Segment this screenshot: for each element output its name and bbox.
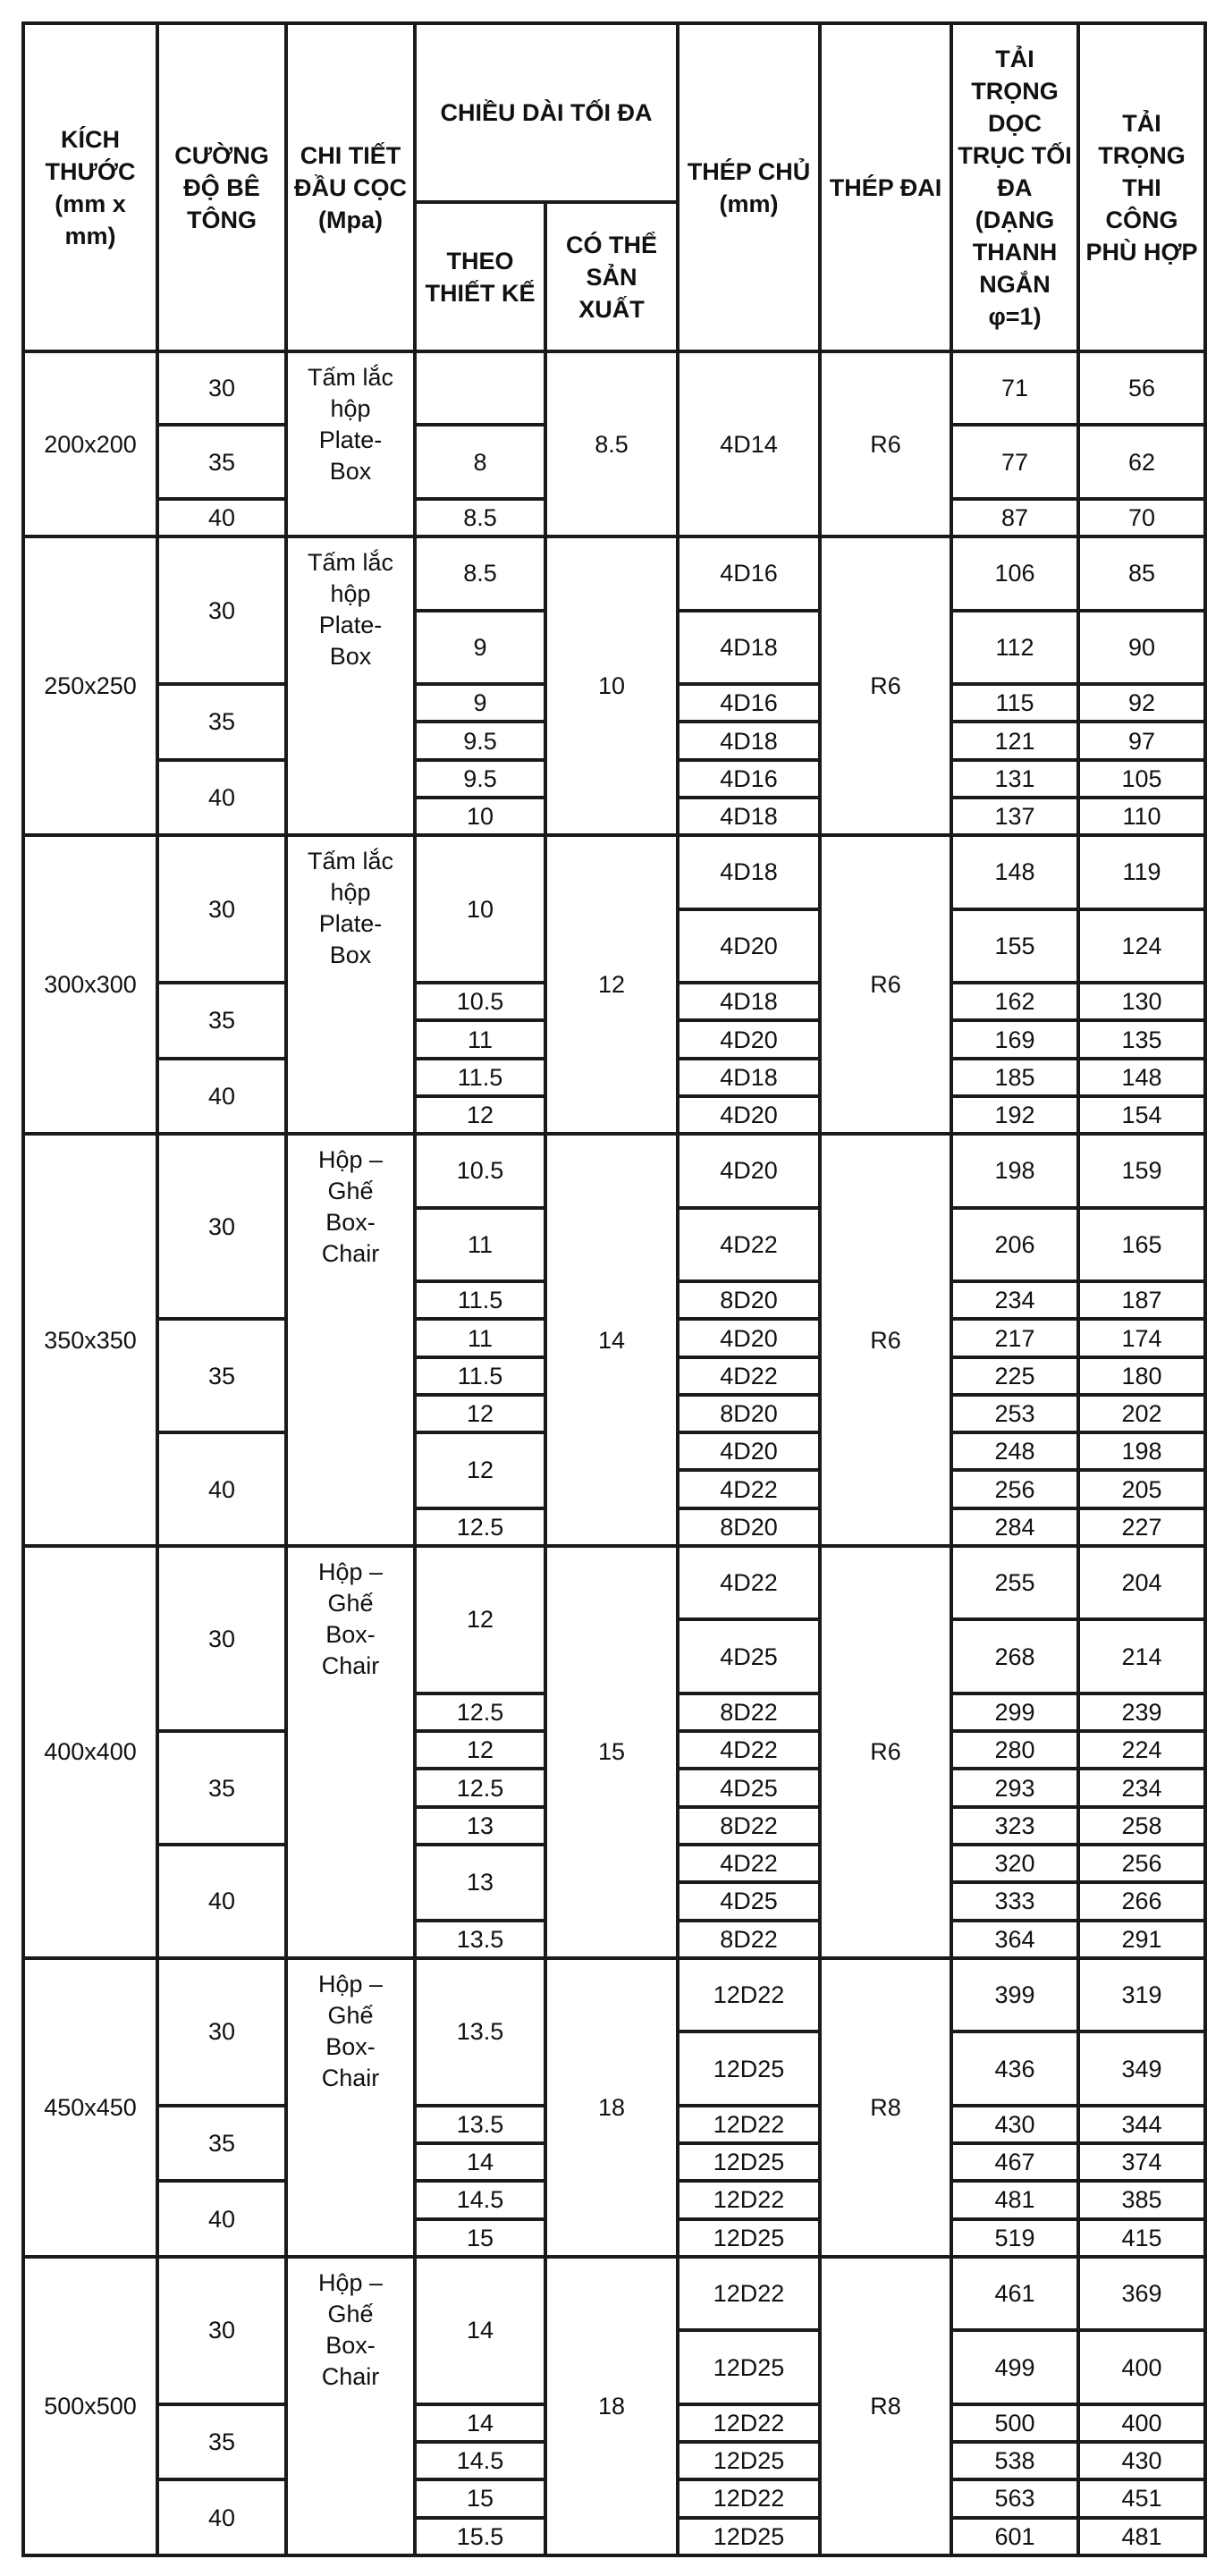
construction-load-cell: 85	[1078, 536, 1205, 610]
max-axial-load-cell: 148	[951, 835, 1078, 908]
max-axial-load-cell: 217	[951, 1319, 1078, 1356]
concrete-strength-cell: 30	[157, 351, 286, 425]
concrete-strength-header: CƯỜNG ĐỘ BÊ TÔNG	[157, 23, 286, 351]
construction-load-cell: 148	[1078, 1059, 1205, 1096]
design-length-cell: 10.5	[415, 983, 545, 1020]
max-axial-load-cell: 106	[951, 536, 1078, 610]
main-steel-cell: 12D22	[678, 2181, 820, 2218]
design-length-cell: 11.5	[415, 1281, 545, 1319]
construction-load-cell: 344	[1078, 2106, 1205, 2143]
design-length-cell: 14	[415, 2257, 545, 2404]
max-axial-load-cell: 192	[951, 1096, 1078, 1134]
construction-load-cell: 224	[1078, 1731, 1205, 1769]
max-axial-load-cell: 467	[951, 2143, 1078, 2181]
construction-load-cell: 70	[1078, 499, 1205, 536]
stirrup-steel-cell: R8	[820, 1958, 951, 2257]
max-axial-load-cell: 499	[951, 2330, 1078, 2403]
concrete-strength-cell: 35	[157, 983, 286, 1059]
main-steel-cell: 12D22	[678, 1958, 820, 2031]
stirrup-steel-cell: R6	[820, 835, 951, 1134]
max-axial-load-cell: 500	[951, 2404, 1078, 2442]
max-axial-load-cell: 284	[951, 1508, 1078, 1546]
main-steel-cell: 4D18	[678, 983, 820, 1020]
stirrup-steel-header: THÉP ĐAI	[820, 23, 951, 351]
max-axial-load-cell: 71	[951, 351, 1078, 425]
main-steel-cell: 4D20	[678, 1096, 820, 1134]
max-axial-load-cell: 131	[951, 760, 1078, 798]
design-length-cell: 9.5	[415, 722, 545, 759]
pile-head-detail-cell	[286, 835, 415, 1134]
pile-head-detail-line: Hộp –	[317, 2268, 384, 2296]
concrete-strength-cell: 35	[157, 425, 286, 498]
max-axial-load-cell: 255	[951, 1546, 1078, 1619]
construction-load-cell: 481	[1078, 2518, 1205, 2555]
construction-load-cell: 400	[1078, 2330, 1205, 2403]
design-length-cell: 12.5	[415, 1508, 545, 1546]
construction-load-cell: 92	[1078, 684, 1205, 722]
main-steel-cell: 4D20	[678, 909, 820, 983]
pile-head-detail-line: Plate-	[318, 612, 383, 639]
pile-head-detail-line: Ghế	[327, 1178, 374, 1205]
table-row	[23, 1134, 1205, 1207]
design-length-cell: 8.5	[415, 536, 545, 610]
concrete-strength-cell: 30	[157, 536, 286, 684]
max-axial-load-cell: 234	[951, 1281, 1078, 1319]
construction-load-cell: 110	[1078, 798, 1205, 835]
design-length-cell: 11.5	[415, 1059, 545, 1096]
pile-head-detail-line: Ghế	[327, 1590, 374, 1617]
main-steel-cell: 4D16	[678, 684, 820, 722]
max-axial-load-cell: 121	[951, 722, 1078, 759]
producible-length-cell: 8.5	[545, 351, 678, 536]
max-axial-load-cell: 601	[951, 2518, 1078, 2555]
max-axial-load-cell: 280	[951, 1731, 1078, 1769]
producible-length-cell: 12	[545, 835, 678, 1134]
max-axial-load-cell: 169	[951, 1020, 1078, 1058]
main-steel-cell: 4D16	[678, 536, 820, 610]
design-length-cell: 13.5	[415, 1958, 545, 2106]
producible-length-cell: 18	[545, 1958, 678, 2257]
pile-head-detail-line: Box-	[325, 2032, 376, 2060]
stirrup-steel-cell: R6	[820, 1134, 951, 1546]
table-row	[23, 536, 1205, 610]
main-steel-cell: 4D22	[678, 1470, 820, 1508]
main-steel-cell: 12D25	[678, 2031, 820, 2105]
design-length-cell: 13	[415, 1845, 545, 1921]
construction-load-cell: 174	[1078, 1319, 1205, 1356]
max-axial-load-cell: 320	[951, 1845, 1078, 1882]
design-length-cell: 12.5	[415, 1693, 545, 1731]
concrete-strength-cell: 40	[157, 2479, 286, 2555]
construction-load-cell: 159	[1078, 1134, 1205, 1207]
construction-load-cell: 105	[1078, 760, 1205, 798]
pile-head-detail-cell	[286, 1546, 415, 1958]
concrete-strength-cell: 30	[157, 1958, 286, 2106]
pile-head-detail-cell	[286, 536, 415, 835]
pile-head-detail-line: Hộp –	[317, 1558, 384, 1585]
main-steel-cell: 12D25	[678, 2518, 820, 2555]
producible-length-cell: 10	[545, 536, 678, 835]
design-length-cell: 13	[415, 1807, 545, 1845]
max-axial-load-cell: 323	[951, 1807, 1078, 1845]
main-steel-cell: 8D22	[678, 1921, 820, 1958]
design-length-cell: 14.5	[415, 2181, 545, 2218]
pile-head-detail-line: Hộp –	[317, 1146, 384, 1174]
stirrup-steel-cell: R8	[820, 2257, 951, 2555]
construction-load-cell: 374	[1078, 2143, 1205, 2181]
construction-load-cell: 400	[1078, 2404, 1205, 2442]
concrete-strength-cell: 30	[157, 835, 286, 983]
main-steel-cell: 4D20	[678, 1020, 820, 1058]
design-length-cell: 9	[415, 611, 545, 684]
design-length-cell: 14	[415, 2404, 545, 2442]
construction-load-cell: 291	[1078, 1921, 1205, 1958]
construction-load-cell: 202	[1078, 1395, 1205, 1432]
max-axial-load-cell: 519	[951, 2219, 1078, 2257]
construction-load-cell: 430	[1078, 2442, 1205, 2479]
design-length-cell: 8.5	[415, 499, 545, 536]
by-design-header: THEO THIẾT KẾ	[415, 202, 545, 351]
design-length-cell: 15	[415, 2479, 545, 2517]
max-axial-load-cell: 112	[951, 611, 1078, 684]
max-axial-load-cell: 198	[951, 1134, 1078, 1207]
main-steel-header: THÉP CHỦ (mm)	[678, 23, 820, 351]
size-cell: 350x350	[23, 1134, 157, 1546]
max-axial-load-cell: 399	[951, 1958, 1078, 2031]
concrete-strength-cell: 35	[157, 684, 286, 760]
max-axial-load-cell: 461	[951, 2257, 1078, 2330]
main-steel-cell: 4D18	[678, 835, 820, 908]
main-steel-cell: 12D22	[678, 2106, 820, 2143]
main-steel-cell: 12D25	[678, 2330, 820, 2403]
max-axial-load-cell: 162	[951, 983, 1078, 1020]
main-steel-cell: 4D20	[678, 1134, 820, 1207]
producible-length-cell: 18	[545, 2257, 678, 2555]
table-body	[23, 351, 1205, 2555]
pile-head-detail-line: hộp	[330, 395, 371, 422]
main-steel-cell: 4D25	[678, 1882, 820, 1920]
stirrup-steel-cell: R6	[820, 351, 951, 536]
pile-head-detail-cell	[286, 351, 415, 536]
pile-head-detail-line: Box	[329, 643, 372, 671]
pile-head-detail-header: CHI TIẾT ĐẦU CỌC (Mpa)	[286, 23, 415, 351]
max-axial-load-cell: 299	[951, 1693, 1078, 1731]
max-length-header: CHIỀU DÀI TỐI ĐA	[415, 23, 678, 202]
construction-load-header: TẢI TRỌNG THI CÔNG PHÙ HỢP	[1078, 23, 1205, 351]
main-steel-cell: 4D25	[678, 1769, 820, 1806]
concrete-strength-cell: 35	[157, 2404, 286, 2480]
design-length-cell: 11	[415, 1208, 545, 1281]
max-axial-load-cell: 155	[951, 909, 1078, 983]
max-axial-load-cell: 293	[951, 1769, 1078, 1806]
main-steel-cell: 4D20	[678, 1432, 820, 1470]
main-steel-cell: 4D16	[678, 760, 820, 798]
main-steel-cell: 4D22	[678, 1208, 820, 1281]
concrete-strength-cell: 30	[157, 1134, 286, 1319]
design-length-cell: 10.5	[415, 1134, 545, 1207]
main-steel-cell: 4D25	[678, 1619, 820, 1693]
max-axial-load-cell: 185	[951, 1059, 1078, 1096]
pile-head-detail-line: Box	[329, 458, 372, 485]
pile-head-detail-cell	[286, 2257, 415, 2555]
design-length-cell	[415, 351, 545, 425]
pile-head-detail-line: hộp	[330, 580, 371, 608]
pile-head-detail-line: Chair	[321, 2362, 380, 2390]
main-steel-cell: 4D22	[678, 1845, 820, 1882]
size-cell: 250x250	[23, 536, 157, 835]
construction-load-cell: 319	[1078, 1958, 1205, 2031]
main-steel-cell: 4D18	[678, 798, 820, 835]
concrete-strength-cell: 40	[157, 760, 286, 836]
design-length-cell: 12	[415, 1432, 545, 1508]
construction-load-cell: 119	[1078, 835, 1205, 908]
max-axial-load-cell: 137	[951, 798, 1078, 835]
size-cell: 450x450	[23, 1958, 157, 2257]
construction-load-cell: 130	[1078, 983, 1205, 1020]
design-length-cell: 10	[415, 835, 545, 983]
pile-head-detail-line: Tấm lắc	[307, 364, 394, 391]
construction-load-cell: 180	[1078, 1357, 1205, 1395]
construction-load-cell: 135	[1078, 1020, 1205, 1058]
construction-load-cell: 385	[1078, 2181, 1205, 2218]
construction-load-cell: 205	[1078, 1470, 1205, 1508]
max-axial-load-cell: 364	[951, 1921, 1078, 1958]
design-length-cell: 9	[415, 684, 545, 722]
stirrup-steel-cell: R6	[820, 536, 951, 835]
max-axial-load-cell: 436	[951, 2031, 1078, 2105]
concrete-strength-cell: 40	[157, 499, 286, 536]
construction-load-cell: 62	[1078, 425, 1205, 498]
design-length-cell: 15.5	[415, 2518, 545, 2555]
main-steel-cell: 8D22	[678, 1693, 820, 1731]
can-produce-header: CÓ THỂ SẢN XUẤT	[545, 202, 678, 351]
construction-load-cell: 124	[1078, 909, 1205, 983]
producible-length-cell: 15	[545, 1546, 678, 1958]
construction-load-cell: 204	[1078, 1546, 1205, 1619]
pile-head-detail-line: Box-	[325, 2331, 376, 2359]
construction-load-cell: 154	[1078, 1096, 1205, 1134]
concrete-strength-cell: 35	[157, 1731, 286, 1845]
construction-load-cell: 227	[1078, 1508, 1205, 1546]
concrete-strength-cell: 35	[157, 1319, 286, 1432]
max-axial-load-cell: 87	[951, 499, 1078, 536]
construction-load-cell: 90	[1078, 611, 1205, 684]
max-axial-load-cell: 248	[951, 1432, 1078, 1470]
max-axial-load-cell: 225	[951, 1357, 1078, 1395]
pile-head-detail-line: Tấm lắc	[307, 549, 394, 577]
table-row	[23, 835, 1205, 908]
concrete-strength-cell: 40	[157, 2181, 286, 2257]
pile-head-detail-line: Plate-	[318, 910, 383, 938]
main-steel-cell: 8D20	[678, 1281, 820, 1319]
max-axial-load-cell: 430	[951, 2106, 1078, 2143]
pile-head-detail-line: Chair	[321, 2064, 380, 2091]
pile-head-detail-line: Chair	[321, 1240, 380, 1268]
construction-load-cell: 258	[1078, 1807, 1205, 1845]
pile-head-detail-line: Hộp –	[317, 1970, 384, 1997]
concrete-strength-cell: 40	[157, 1845, 286, 1958]
design-length-cell: 15	[415, 2219, 545, 2257]
main-steel-cell: 12D22	[678, 2404, 820, 2442]
pile-spec-table	[21, 21, 1207, 2557]
main-steel-cell: 12D25	[678, 2442, 820, 2479]
construction-load-cell: 56	[1078, 351, 1205, 425]
main-steel-cell: 4D20	[678, 1319, 820, 1356]
size-header: KÍCH THƯỚC (mm x mm)	[23, 23, 157, 351]
construction-load-cell: 97	[1078, 722, 1205, 759]
max-axial-load-cell: 333	[951, 1882, 1078, 1920]
size-cell: 400x400	[23, 1546, 157, 1958]
max-axial-load-cell: 77	[951, 425, 1078, 498]
pile-head-detail-cell	[286, 1134, 415, 1546]
concrete-strength-cell: 40	[157, 1059, 286, 1135]
construction-load-cell: 234	[1078, 1769, 1205, 1806]
design-length-cell: 13.5	[415, 1921, 545, 1958]
table-header	[23, 23, 1205, 351]
design-length-cell: 11.5	[415, 1357, 545, 1395]
construction-load-cell: 266	[1078, 1882, 1205, 1920]
size-cell: 200x200	[23, 351, 157, 536]
pile-head-detail-line: Ghế	[327, 2300, 374, 2327]
max-axial-load-cell: 253	[951, 1395, 1078, 1432]
main-steel-cell: 4D14	[678, 351, 820, 536]
main-steel-cell: 4D18	[678, 722, 820, 759]
table-row	[23, 351, 1205, 425]
design-length-cell: 12	[415, 1395, 545, 1432]
concrete-strength-cell: 30	[157, 1546, 286, 1731]
pile-head-detail-line: Box	[329, 942, 372, 969]
table-row	[23, 1546, 1205, 1619]
size-cell: 500x500	[23, 2257, 157, 2555]
concrete-strength-cell: 40	[157, 1432, 286, 1546]
design-length-cell: 12	[415, 1096, 545, 1134]
size-cell: 300x300	[23, 835, 157, 1134]
construction-load-cell: 349	[1078, 2031, 1205, 2105]
design-length-cell: 13.5	[415, 2106, 545, 2143]
design-length-cell: 12.5	[415, 1769, 545, 1806]
table-row	[23, 1958, 1205, 2031]
main-steel-cell: 8D22	[678, 1807, 820, 1845]
construction-load-cell: 451	[1078, 2479, 1205, 2517]
design-length-cell: 12	[415, 1546, 545, 1693]
construction-load-cell: 214	[1078, 1619, 1205, 1693]
design-length-cell: 8	[415, 425, 545, 498]
max-axial-load-cell: 538	[951, 2442, 1078, 2479]
max-axial-load-cell: 563	[951, 2479, 1078, 2517]
pile-head-detail-line: hộp	[330, 879, 371, 907]
stirrup-steel-cell: R6	[820, 1546, 951, 1958]
design-length-cell: 11	[415, 1020, 545, 1058]
concrete-strength-cell: 35	[157, 2106, 286, 2182]
construction-load-cell: 187	[1078, 1281, 1205, 1319]
construction-load-cell: 198	[1078, 1432, 1205, 1470]
pile-head-detail-line: Box-	[325, 1209, 376, 1237]
design-length-cell: 9.5	[415, 760, 545, 798]
main-steel-cell: 4D18	[678, 611, 820, 684]
pile-head-detail-line: Plate-	[318, 427, 383, 453]
construction-load-cell: 369	[1078, 2257, 1205, 2330]
max-axial-load-cell: 268	[951, 1619, 1078, 1693]
construction-load-cell: 165	[1078, 1208, 1205, 1281]
pile-head-detail-line: Box-	[325, 1621, 376, 1648]
construction-load-cell: 415	[1078, 2219, 1205, 2257]
main-steel-cell: 4D22	[678, 1731, 820, 1769]
main-steel-cell: 4D22	[678, 1357, 820, 1395]
producible-length-cell: 14	[545, 1134, 678, 1546]
pile-head-detail-cell	[286, 1958, 415, 2257]
max-axial-load-cell: 206	[951, 1208, 1078, 1281]
main-steel-cell: 4D22	[678, 1546, 820, 1619]
main-steel-cell: 12D22	[678, 2257, 820, 2330]
main-steel-cell: 12D25	[678, 2219, 820, 2257]
design-length-cell: 14	[415, 2143, 545, 2181]
main-steel-cell: 12D25	[678, 2143, 820, 2181]
max-axial-load-header: TẢI TRỌNG DỌC TRỤC TỐI ĐA (DẠNG THANH NGẮN φ=1)	[951, 23, 1078, 351]
max-axial-load-cell: 115	[951, 684, 1078, 722]
max-axial-load-cell: 256	[951, 1470, 1078, 1508]
max-axial-load-cell: 481	[951, 2181, 1078, 2218]
main-steel-cell: 8D20	[678, 1508, 820, 1546]
construction-load-cell: 239	[1078, 1693, 1205, 1731]
main-steel-cell: 8D20	[678, 1395, 820, 1432]
design-length-cell: 10	[415, 798, 545, 835]
construction-load-cell: 256	[1078, 1845, 1205, 1882]
concrete-strength-cell: 30	[157, 2257, 286, 2404]
main-steel-cell: 12D22	[678, 2479, 820, 2517]
pile-head-detail-line: Chair	[321, 1652, 380, 1679]
pile-head-detail-line: Tấm lắc	[307, 848, 394, 875]
design-length-cell: 12	[415, 1731, 545, 1769]
pile-spec-sheet	[21, 21, 1203, 2557]
table-row	[23, 2257, 1205, 2330]
pile-head-detail-line: Ghế	[327, 2001, 374, 2029]
design-length-cell: 11	[415, 1319, 545, 1356]
design-length-cell: 14.5	[415, 2442, 545, 2479]
main-steel-cell: 4D18	[678, 1059, 820, 1096]
